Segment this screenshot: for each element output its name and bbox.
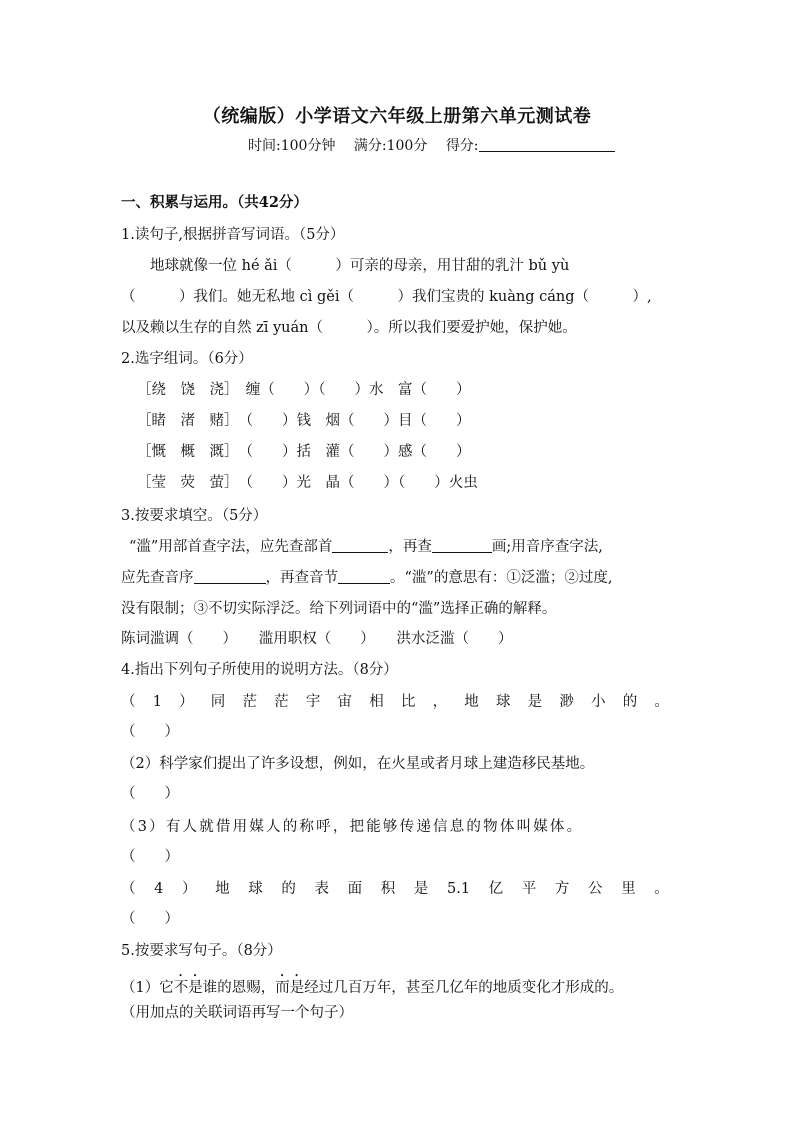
dotted-conjunction: 不是 [173,980,203,996]
q2-row-3: ［慨 概 溉］ （ ）括 灌（ ）感（ ） [137,444,471,460]
q4-text: ） [179,694,194,710]
stroke-blank[interactable] [432,538,492,553]
q5-sentence-1 [121,972,623,998]
q1-label: 1.读句子,根据拼音写词语。（5分） [121,227,345,243]
full-score: 满分:100分 [353,138,428,154]
q4-answer-4[interactable]: （ ） [121,911,179,927]
score-blank[interactable] [479,137,615,152]
q4-text: 平 [521,881,537,897]
page-title: （统编版）小学语文六年级上册第六单元测试卷 [202,106,592,127]
q4-text: 里 [621,881,636,897]
q4-text: ） [181,881,197,897]
section-heading: 一、积累与运用。（共42分） [121,194,308,211]
q5-text: （1）它 [121,980,174,996]
q3-line-1 [129,537,603,557]
q4-text: （ [121,881,136,897]
q4-text: 球 [495,694,511,710]
q5-label: 5.按要求写句子。（8分） [121,943,282,959]
q2-row-1: ［绕 饶 浇］ 缠（ ）（ ）水 富（ ） [137,382,471,398]
q4-text: 同 [210,694,226,710]
q3-text: ，再查音节 [265,570,338,586]
q1-line-1: 地球就像一位 hé ǎi（ ）可亲的母亲，用甘甜的乳汁 bǔ yù [150,258,570,274]
q4-text: 渺 [559,694,574,710]
q4-text: 是 [527,694,543,710]
q4-text: 地 [464,694,479,710]
q4-text: 面 [347,881,363,897]
q4-text: 亿 [488,881,504,897]
q1-line-2: （ ）我们。她无私地 cì gěi（ ）我们宝贵的 kuàng cáng（ ）, [121,289,652,305]
q4-answer-1[interactable]: （ ） [121,724,179,740]
q5-text: 谁的恩赐， [202,980,276,996]
q3-text: “滥”用部首查字法，应先查部首 [129,539,333,555]
q3-text: 。“滥”的意思有：①泛滥；②过度, [390,570,613,586]
q3-text: 应先查音序 [121,570,194,586]
q4-text: 方 [554,881,570,897]
q4-label: 4.指出下列句子所使用的说明方法。（8分） [121,662,398,678]
q3-text: 画;用音序查字法, [491,539,603,555]
q2-row-4: ［莹 荧 萤］ （ ）光 晶（ ）（ ）火虫 [137,475,478,491]
radical-blank[interactable] [332,538,388,553]
score-label: 得分: [445,138,479,154]
q4-answer-2[interactable]: （ ） [121,786,179,802]
q4-answer-3[interactable]: （ ） [121,849,179,865]
q2-row-2: ［睹 渚 赌］ （ ）钱 烟（ ）目（ ） [137,413,471,429]
q4-sentence-3: （3）有人就借用媒人的称呼，把能够传递信息的物体叫媒体。 [121,819,584,835]
q4-text: 表 [314,881,329,897]
q4-text: 1 [152,694,162,710]
q4-text: 茫 [274,694,289,710]
q3-label: 3.按要求填空。（5分） [121,508,268,524]
q4-sentence-2: （2）科学家们提出了许多设想，例如，在火星或者月球上建造移民基地。 [121,756,595,772]
q4-text: 5.1 [446,881,471,897]
initial-blank[interactable] [194,569,266,584]
exam-meta [248,135,615,155]
q4-text: ， [432,694,448,710]
q4-text: 。 [654,694,669,710]
q4-text: 公 [588,881,603,897]
q4-text: 相 [369,694,384,710]
q4-text: （ [121,694,136,710]
q4-text: 的 [622,694,638,710]
q3-line-4: 陈词滥调（ ） 滥用职权（ ） 洪水泛滥（ ） [121,631,513,647]
q4-text: 积 [380,881,396,897]
q4-text: 4 [154,881,164,897]
dotted-conjunction: 而是 [275,980,305,996]
q4-text: 茫 [242,694,257,710]
q5-text: 经过几百万年，甚至几亿年的地质变化才形成的。 [304,980,624,996]
q5-instruction: （用加点的关联词语再写一个句子） [121,1005,353,1021]
q2-label: 2.选字组词。（6分） [121,351,253,367]
q4-text: 的 [281,881,296,897]
q4-text: 是 [413,881,429,897]
q4-sentence-1 [121,692,669,712]
q4-text: 。 [654,881,669,897]
q4-text: 宙 [337,694,353,710]
q4-text: 球 [248,881,263,897]
q4-sentence-4 [121,879,669,899]
syllable-blank[interactable] [338,569,390,584]
q4-text: 地 [215,881,230,897]
q1-line-3: 以及赖以生存的自然 zī yuán（ ）。所以我们要爱护她，保护她。 [121,320,577,336]
time-limit: 时间:100分钟 [248,138,336,154]
q3-line-3: 没有限制；③不切实际浮泛。给下列词语中的“滥”选择正确的解释。 [121,601,557,617]
q3-line-2 [121,568,612,588]
q3-text: ，再查 [388,539,432,555]
q4-text: 比 [400,694,416,710]
q4-text: 小 [591,694,606,710]
q4-text: 宇 [305,694,321,710]
